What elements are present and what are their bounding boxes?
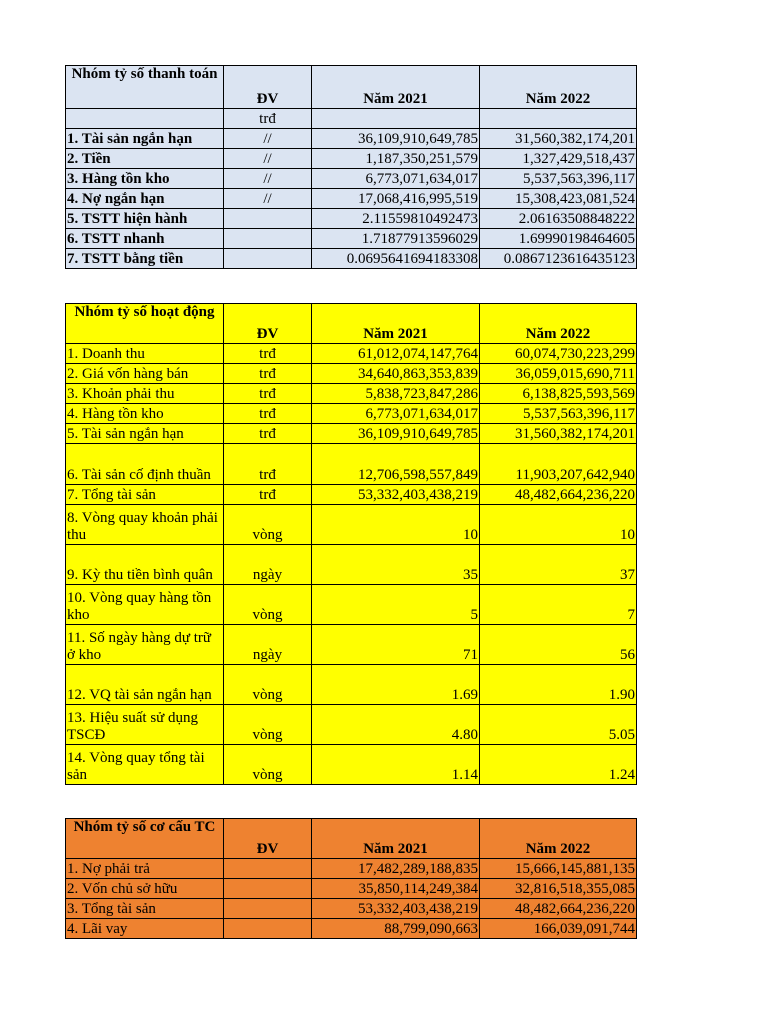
year-2022-header: Năm 2022 xyxy=(480,819,637,859)
value-2021: 53,332,403,438,219 xyxy=(312,485,480,505)
row-unit: trđ xyxy=(224,404,312,424)
value-2021: 88,799,090,663 xyxy=(312,919,480,939)
row-label: 2. Giá vốn hàng bán xyxy=(66,364,224,384)
row-label: 1. Tài sản ngắn hạn xyxy=(66,129,224,149)
row-unit: trđ xyxy=(224,444,312,485)
row-unit xyxy=(224,859,312,879)
row-unit: // xyxy=(224,149,312,169)
row-label: 6. Tài sản cố định thuần xyxy=(66,444,224,485)
row-label: 13. Hiệu suất sử dụng TSCĐ xyxy=(66,705,224,745)
value-2022: 0.0867123616435123 xyxy=(480,249,637,269)
row-unit xyxy=(224,209,312,229)
row-unit: // xyxy=(224,169,312,189)
row-unit: vòng xyxy=(224,665,312,705)
row-label: 4. Lãi vay xyxy=(66,919,224,939)
table-row xyxy=(66,485,637,505)
row-label: 3. Tổng tài sản xyxy=(66,899,224,919)
row-unit: trđ xyxy=(224,109,312,129)
group-title: Nhóm tỷ số hoạt động xyxy=(66,304,224,344)
row-unit: vòng xyxy=(224,505,312,545)
table-row xyxy=(66,344,637,364)
row-unit xyxy=(224,249,312,269)
value-2021: 17,068,416,995,519 xyxy=(312,189,480,209)
value-2021: 4.80 xyxy=(312,705,480,745)
table-row xyxy=(66,705,637,745)
value-2022: 48,482,664,236,220 xyxy=(480,899,637,919)
table-row xyxy=(66,625,637,665)
value-2021: 35,850,114,249,384 xyxy=(312,879,480,899)
row-unit: // xyxy=(224,129,312,149)
table-row xyxy=(66,129,637,149)
value-2021: 71 xyxy=(312,625,480,665)
year-2022-header: Năm 2022 xyxy=(480,304,637,344)
value-2022: 1.90 xyxy=(480,665,637,705)
value-2021: 36,109,910,649,785 xyxy=(312,129,480,149)
row-unit: vòng xyxy=(224,705,312,745)
value-2021 xyxy=(312,109,480,129)
table-row xyxy=(66,745,637,785)
liquidity-ratio-table xyxy=(65,65,637,269)
row-unit: vòng xyxy=(224,745,312,785)
table-row xyxy=(66,189,637,209)
value-2022: 1,327,429,518,437 xyxy=(480,149,637,169)
row-unit: trđ xyxy=(224,344,312,364)
table-row xyxy=(66,109,637,129)
value-2021: 1.14 xyxy=(312,745,480,785)
value-2021: 36,109,910,649,785 xyxy=(312,424,480,444)
value-2021: 35 xyxy=(312,545,480,585)
value-2022: 6,138,825,593,569 xyxy=(480,384,637,404)
value-2021: 10 xyxy=(312,505,480,545)
table-row xyxy=(66,444,637,485)
value-2022: 15,308,423,081,524 xyxy=(480,189,637,209)
value-2022: 1.69990198464605 xyxy=(480,229,637,249)
value-2021: 1.69 xyxy=(312,665,480,705)
value-2022: 5,537,563,396,117 xyxy=(480,169,637,189)
table-row xyxy=(66,209,637,229)
value-2021: 17,482,289,188,835 xyxy=(312,859,480,879)
row-label: 2. Vốn chủ sở hữu xyxy=(66,879,224,899)
table-row xyxy=(66,879,637,899)
year-2021-header: Năm 2021 xyxy=(312,66,480,109)
row-unit: trđ xyxy=(224,384,312,404)
group-title: Nhóm tỷ số cơ cấu TC xyxy=(66,819,224,859)
unit-header: ĐV xyxy=(224,304,312,344)
row-label: 14. Vòng quay tổng tài sản xyxy=(66,745,224,785)
value-2022: 2.06163508848222 xyxy=(480,209,637,229)
row-unit xyxy=(224,229,312,249)
row-label: 1. Doanh thu xyxy=(66,344,224,364)
table-row xyxy=(66,899,637,919)
row-label: 1. Nợ phải trả xyxy=(66,859,224,879)
row-unit: trđ xyxy=(224,364,312,384)
value-2021: 12,706,598,557,849 xyxy=(312,444,480,485)
year-2021-header: Năm 2021 xyxy=(312,304,480,344)
value-2021: 2.11559810492473 xyxy=(312,209,480,229)
table-row xyxy=(66,665,637,705)
row-unit xyxy=(224,879,312,899)
value-2021: 0.0695641694183308 xyxy=(312,249,480,269)
table-row xyxy=(66,859,637,879)
row-label xyxy=(66,109,224,129)
value-2021: 34,640,863,353,839 xyxy=(312,364,480,384)
value-2022: 5,537,563,396,117 xyxy=(480,404,637,424)
value-2022: 31,560,382,174,201 xyxy=(480,424,637,444)
value-2022: 60,074,730,223,299 xyxy=(480,344,637,364)
row-label: 7. Tổng tài sản xyxy=(66,485,224,505)
value-2022: 37 xyxy=(480,545,637,585)
table-row xyxy=(66,585,637,625)
row-label: 4. Nợ ngắn hạn xyxy=(66,189,224,209)
table-row xyxy=(66,249,637,269)
value-2022: 5.05 xyxy=(480,705,637,745)
row-label: 3. Hàng tồn kho xyxy=(66,169,224,189)
row-label: 4. Hàng tồn kho xyxy=(66,404,224,424)
value-2022: 1.24 xyxy=(480,745,637,785)
table-row xyxy=(66,229,637,249)
value-2022 xyxy=(480,109,637,129)
row-unit xyxy=(224,919,312,939)
value-2021: 5 xyxy=(312,585,480,625)
row-label: 3. Khoản phải thu xyxy=(66,384,224,404)
table-row xyxy=(66,169,637,189)
value-2022: 166,039,091,744 xyxy=(480,919,637,939)
value-2022: 32,816,518,355,085 xyxy=(480,879,637,899)
table-row xyxy=(66,424,637,444)
row-unit: trđ xyxy=(224,424,312,444)
table-row xyxy=(66,919,637,939)
year-2021-header: Năm 2021 xyxy=(312,819,480,859)
table-row xyxy=(66,404,637,424)
row-label: 10. Vòng quay hàng tồn kho xyxy=(66,585,224,625)
row-label: 5. TSTT hiện hành xyxy=(66,209,224,229)
unit-header: ĐV xyxy=(224,819,312,859)
row-label: 2. Tiền xyxy=(66,149,224,169)
table-row xyxy=(66,364,637,384)
table-row xyxy=(66,149,637,169)
value-2022: 10 xyxy=(480,505,637,545)
activity-ratio-table xyxy=(65,303,637,785)
unit-header: ĐV xyxy=(224,66,312,109)
value-2021: 61,012,074,147,764 xyxy=(312,344,480,364)
row-unit: ngày xyxy=(224,545,312,585)
row-label: 9. Kỳ thu tiền bình quân xyxy=(66,545,224,585)
value-2022: 36,059,015,690,711 xyxy=(480,364,637,384)
value-2021: 6,773,071,634,017 xyxy=(312,404,480,424)
value-2021: 53,332,403,438,219 xyxy=(312,899,480,919)
value-2021: 5,838,723,847,286 xyxy=(312,384,480,404)
value-2022: 56 xyxy=(480,625,637,665)
table-row xyxy=(66,384,637,404)
row-label: 11. Số ngày hàng dự trữ ở kho xyxy=(66,625,224,665)
row-label: 5. Tài sản ngắn hạn xyxy=(66,424,224,444)
row-label: 8. Vòng quay khoản phải thu xyxy=(66,505,224,545)
row-label: 12. VQ tài sản ngắn hạn xyxy=(66,665,224,705)
row-unit: // xyxy=(224,189,312,209)
row-unit: trđ xyxy=(224,485,312,505)
value-2021: 1.71877913596029 xyxy=(312,229,480,249)
table-row xyxy=(66,545,637,585)
table-row xyxy=(66,505,637,545)
row-label: 7. TSTT bằng tiền xyxy=(66,249,224,269)
capital-structure-table xyxy=(65,818,637,939)
row-unit: vòng xyxy=(224,585,312,625)
group-title: Nhóm tỷ số thanh toán xyxy=(66,66,224,109)
value-2022: 11,903,207,642,940 xyxy=(480,444,637,485)
row-unit: ngày xyxy=(224,625,312,665)
row-unit xyxy=(224,899,312,919)
row-label: 6. TSTT nhanh xyxy=(66,229,224,249)
value-2022: 48,482,664,236,220 xyxy=(480,485,637,505)
value-2022: 7 xyxy=(480,585,637,625)
value-2021: 1,187,350,251,579 xyxy=(312,149,480,169)
value-2021: 6,773,071,634,017 xyxy=(312,169,480,189)
year-2022-header: Năm 2022 xyxy=(480,66,637,109)
value-2022: 15,666,145,881,135 xyxy=(480,859,637,879)
value-2022: 31,560,382,174,201 xyxy=(480,129,637,149)
